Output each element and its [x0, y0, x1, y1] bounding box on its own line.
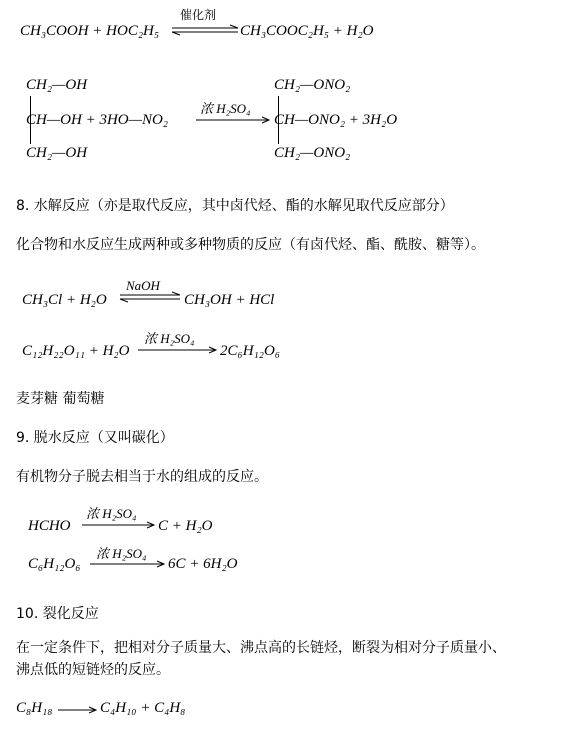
right-arrow-icon: [58, 706, 98, 714]
section9-heading: 9. 脱水反应（又叫碳化）: [16, 430, 174, 446]
hydrolysis-eq2-condition: 浓 H₂SO₄: [144, 331, 195, 346]
hydrolysis-eq2-rhs: 2C₆H₁₂O₆: [220, 343, 281, 359]
esterification-catalyst: [180, 6, 216, 23]
dehydration-eq1-lhs: HCHO: [28, 518, 71, 534]
section10-definition-line2: 沸点低的短链烃的反应。: [16, 662, 170, 678]
nitration-conditions: 浓 H₂SO₄: [200, 101, 251, 116]
cracking-eq-lhs: C₈H₁₈: [16, 700, 53, 716]
right-arrow-icon: [90, 560, 166, 568]
right-arrow-icon: [82, 521, 156, 529]
section10-heading: 10. 裂化反应: [16, 606, 99, 622]
esterification-rhs: CH₃COOC₂H₅ + H₂O: [240, 23, 374, 39]
hydrolysis-eq1-rhs: CH₃OH + HCl: [184, 292, 275, 308]
section10-definition-line1: 在一定条件下，把相对分子质量大、沸点高的长链烃，断裂为相对分子质量小、: [16, 640, 506, 656]
nitration-row1-left: CH₂—OH: [26, 77, 88, 93]
section8-definition: 化合物和水反应生成两种或多种物质的反应（有卤代烃、酯、酰胺、糖等）。: [16, 237, 485, 253]
nitration-row3-left: CH₂—OH: [26, 145, 88, 161]
right-arrow-icon: [138, 346, 218, 354]
sugar-names-note: 麦芽糖 葡萄糖: [16, 391, 105, 407]
cracking-eq-rhs: C₄H₁₀ + C₄H₈: [100, 700, 186, 716]
dehydration-eq1-rhs: C + H₂O: [158, 518, 213, 534]
reversible-arrow-icon: [118, 292, 182, 302]
right-arrow-icon: [196, 116, 271, 124]
dehydration-eq2-rhs: 6C + 6H₂O: [168, 556, 238, 572]
dehydration-eq2-condition: 浓 H₂SO₄: [96, 546, 147, 561]
dehydration-eq2-lhs: C₆H₁₂O₆: [28, 556, 81, 572]
nitration-row1-right: CH₂—ONO₂: [274, 77, 351, 93]
hydrolysis-eq1-condition: NaOH: [126, 278, 160, 293]
nitration-row2-left: CH—OH + 3HO—NO₂: [26, 112, 169, 128]
reversible-arrow-icon: [170, 25, 240, 35]
hydrolysis-eq1-lhs: CH₃Cl + H₂O: [22, 292, 107, 308]
nitration-row3-right: CH₂—ONO₂: [274, 145, 351, 161]
section8-heading: 8. 水解反应（亦是取代反应，其中卤代烃、酯的水解见取代反应部分）: [16, 198, 454, 214]
esterification-lhs: CH₃COOH + HOC₂H₅: [20, 23, 160, 39]
hydrolysis-eq2-lhs: C₁₂H₂₂O₁₁ + H₂O: [22, 343, 130, 359]
dehydration-eq1-condition: 浓 H₂SO₄: [86, 506, 137, 521]
catalyst-label: 催化剂: [180, 8, 217, 22]
section9-definition: 有机物分子脱去相当于水的组成的反应。: [16, 469, 268, 485]
nitration-row2-right: CH—ONO₂ + 3H₂O: [274, 112, 398, 128]
